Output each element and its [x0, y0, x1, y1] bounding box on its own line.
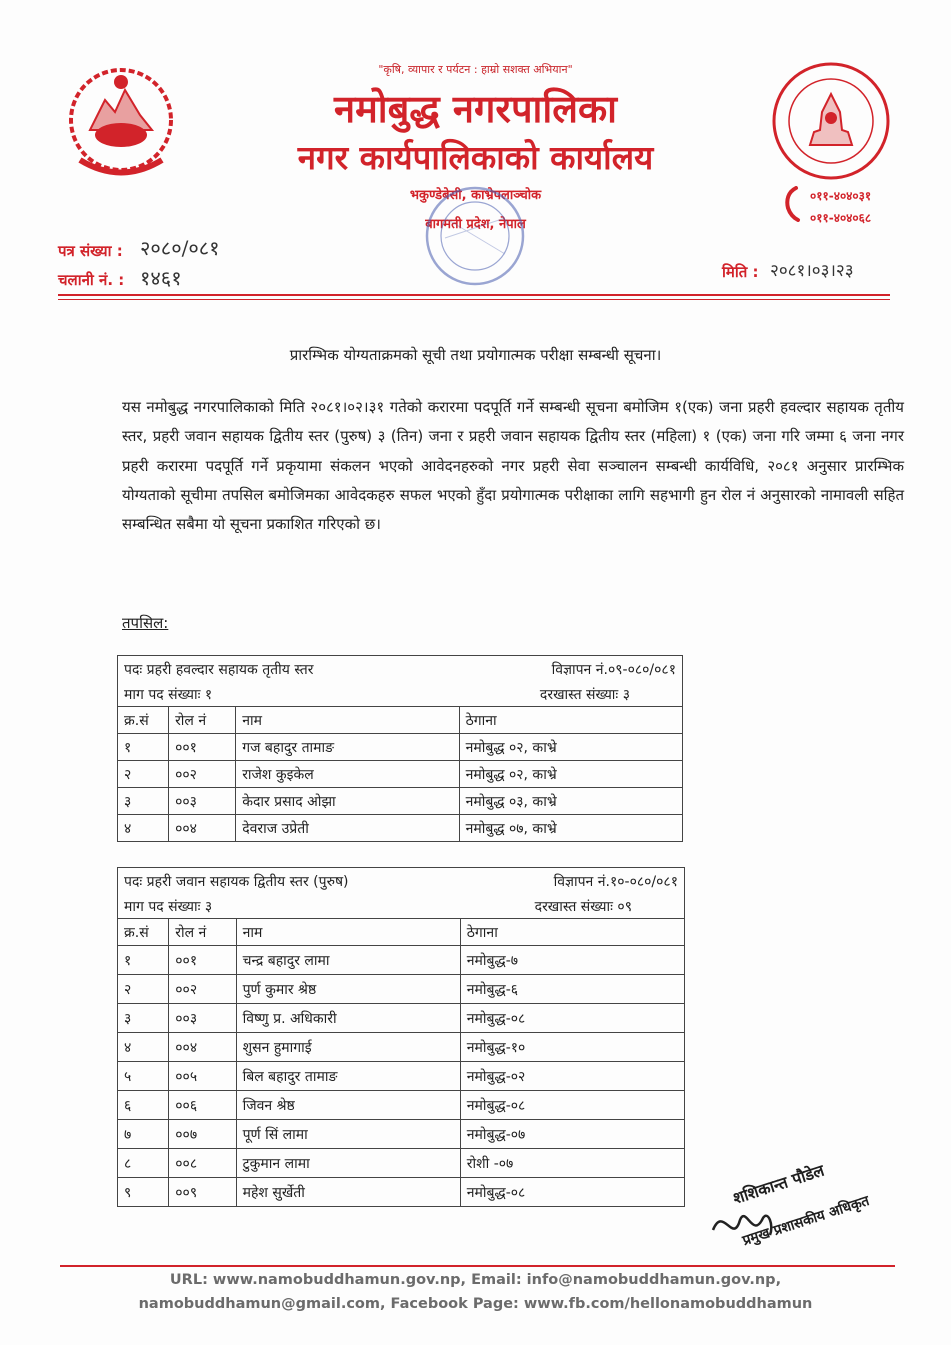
signatory-title: प्रमुख प्रशासकीय अधिकृत — [740, 1193, 872, 1250]
patra-value: २०८०/०८१ — [140, 236, 220, 260]
table-havaldar — [117, 655, 683, 842]
cell-address: नमोबुद्ध ०३, काभ्रे — [459, 788, 682, 815]
table1-applications: दरखास्त संख्याः ३ — [539, 686, 630, 703]
table2-subheader — [118, 894, 685, 919]
cell-roll: ००६ — [169, 1091, 236, 1120]
table1-post: पदः प्रहरी हवल्दार सहायक तृतीय स्तर — [124, 661, 314, 678]
cell-roll: ००७ — [169, 1120, 236, 1149]
cell-sn: २ — [118, 761, 169, 788]
cell-name: टुकुमान लामा — [236, 1149, 460, 1178]
cell-roll: ००८ — [169, 1149, 236, 1178]
chalani-label: चलानी नं. : — [58, 271, 125, 289]
col-name-header: नाम — [236, 707, 459, 734]
cell-roll: ००९ — [169, 1178, 236, 1207]
cell-name: देवराज उप्रेती — [236, 815, 459, 842]
municipality-title: नमोबुद्ध नगरपालिका — [333, 87, 618, 131]
cell-address: नमोबुद्ध-०७ — [460, 1120, 684, 1149]
phone-icon — [782, 186, 804, 222]
address-line1: भकुण्डेबेसी, काभ्रेपलाञ्चोक — [409, 188, 542, 203]
date-label: मिति : — [722, 263, 759, 281]
footer-divider — [60, 1265, 895, 1267]
cell-address: नमोबुद्ध-०८ — [460, 1004, 684, 1033]
cell-name: पूर्ण सिं लामा — [236, 1120, 460, 1149]
cell-roll: ००२ — [169, 975, 236, 1004]
cell-address: नमोबुद्ध-१० — [460, 1033, 684, 1062]
phone-number-1: ०११-४०४०३१ — [810, 189, 872, 203]
tapsil-label: तपसिल: — [122, 614, 169, 632]
cell-address: नमोबुद्ध-०२ — [460, 1062, 684, 1091]
col-sn-header: क्र.सं — [118, 707, 169, 734]
cell-address: नमोबुद्ध ०२, काभ्रे — [459, 734, 682, 761]
table-row — [118, 815, 683, 842]
cell-name: केदार प्रसाद ओझा — [236, 788, 459, 815]
patra-label: पत्र संख्या : — [58, 242, 123, 260]
table-row — [118, 734, 683, 761]
cell-name: शुसन हुमागाई — [236, 1033, 460, 1062]
municipality-seal-logo — [770, 60, 892, 182]
cell-name: महेश सुर्खेती — [236, 1178, 460, 1207]
table-row — [118, 788, 683, 815]
cell-address: नमोबुद्ध ०७, काभ्रे — [459, 815, 682, 842]
table-row — [118, 1149, 685, 1178]
table2-post: पदः प्रहरी जवान सहायक द्वितीय स्तर (पुरुष) — [124, 873, 349, 890]
cell-address: नमोबुद्ध-७ — [460, 946, 684, 975]
office-title: नगर कार्यपालिकाको कार्यालय — [297, 138, 654, 177]
date-value: २०८१।०३।२३ — [770, 261, 854, 281]
col-roll-header: रोल नं — [169, 707, 236, 734]
col-roll-header: रोल नं — [169, 919, 236, 946]
col-name-header: नाम — [236, 919, 460, 946]
signatory-name: शशिकान्त पौडेल — [730, 1160, 827, 1208]
table2-demand: माग पद संख्याः ३ — [124, 898, 213, 915]
table-jawan — [117, 867, 685, 1207]
cell-sn: ४ — [118, 1033, 169, 1062]
cell-sn: ४ — [118, 815, 169, 842]
table1-demand: माग पद संख्याः १ — [124, 686, 213, 703]
cell-roll: ००३ — [169, 1004, 236, 1033]
cell-sn: ९ — [118, 1178, 169, 1207]
cell-sn: ८ — [118, 1149, 169, 1178]
cell-name: बिल बहादुर तामाङ — [236, 1062, 460, 1091]
table1-header — [118, 656, 683, 683]
address-line2: बागमती प्रदेश, नेपाल — [425, 217, 526, 232]
footer-line1: URL: www.namobuddhamun.gov.np, Email: info@namobuddhamun.gov.np, — [169, 1272, 782, 1288]
cell-roll: ००१ — [169, 734, 236, 761]
cell-roll: ००४ — [169, 1033, 236, 1062]
table2-advert: विज्ञापन नं.१०-०८०/०८१ — [553, 873, 678, 890]
table1-advert: विज्ञापन नं.०९-०८०/०८१ — [551, 661, 676, 678]
cell-roll: ००३ — [169, 788, 236, 815]
cell-address: नमोबुद्ध-६ — [460, 975, 684, 1004]
cell-sn: ३ — [118, 788, 169, 815]
table-row — [118, 1178, 685, 1207]
table2-header — [118, 868, 685, 895]
table2-applications: दरखास्त संख्याः ०९ — [534, 898, 632, 915]
col-sn-header: क्र.सं — [118, 919, 169, 946]
table-row — [118, 761, 683, 788]
notice-subject: प्रारम्भिक योग्यताक्रमको सूची तथा प्रयोगात्मक परीक्षा सम्बन्धी सूचना। — [289, 346, 662, 364]
cell-name: राजेश कुइकेल — [236, 761, 459, 788]
cell-roll: ००५ — [169, 1062, 236, 1091]
cell-roll: ००२ — [169, 761, 236, 788]
col-address-header: ठेगाना — [459, 707, 682, 734]
cell-roll: ००४ — [169, 815, 236, 842]
cell-sn: ६ — [118, 1091, 169, 1120]
table-row — [118, 975, 685, 1004]
cell-address: नमोबुद्ध-०८ — [460, 1178, 684, 1207]
cell-sn: ५ — [118, 1062, 169, 1091]
cell-sn: २ — [118, 975, 169, 1004]
header-divider-thin — [58, 299, 890, 300]
phone-number-2: ०११-४०४०६८ — [810, 211, 872, 225]
col-address-header: ठेगाना — [460, 919, 684, 946]
table1-subheader — [118, 682, 683, 707]
cell-sn: १ — [118, 946, 169, 975]
cell-name: गज बहादुर तामाङ — [236, 734, 459, 761]
chalani-value: १४६१ — [140, 266, 182, 290]
table-row — [118, 1120, 685, 1149]
cell-sn: ७ — [118, 1120, 169, 1149]
cell-address: नमोबुद्ध ०२, काभ्रे — [459, 761, 682, 788]
table-row — [118, 1033, 685, 1062]
notice-body: यस नमोबुद्ध नगरपालिकाको मिति २०८१।०२।३१ गतेको करारमा पदपूर्ति गर्ने सम्बन्धी सूचना बमोजिम १(एक) जना प्रहरी हवल्दार सहायक तृतीय स्तर, प्रहरी जवान सहायक द्वितीय स्तर (पुरुष) ३ (तिन) जना र प्रहरी जवान सहायक द्वितीय स्तर (महिला) १ (एक) जना गरि जम्मा ६ जना नगर प्रहरी करारमा पदपूर्ति गर्ने प्रकृयामा संकलन भएको आवेदनहरुको नगर प्रहरी सेवा सञ्चालन सम्बन्धी कार्यविधि, २०८१ अनुसार प्रारम्भिक योग्यताको सूचीमा तपसिल बमोजिमका आवेदकहरु सफल भएको हुँदा प्रयोगात्मक परीक्षाका लागि सहभागी हुन रोल नं अनुसारको नामावली सहित सम्बन्धित सबैमा यो सूचना प्रकाशित गरिएको छ। — [122, 398, 904, 534]
table-row — [118, 946, 685, 975]
cell-name: पुर्ण कुमार श्रेष्ठ — [236, 975, 460, 1004]
footer-line2: namobuddhamun@gmail.com, Facebook Page: www.fb.com/hellonamobuddhamun — [138, 1296, 813, 1312]
cell-name: विष्णु प्र. अधिकारी — [236, 1004, 460, 1033]
cell-roll: ००१ — [169, 946, 236, 975]
cell-name: जिवन श्रेष्ठ — [236, 1091, 460, 1120]
table-row — [118, 1004, 685, 1033]
cell-sn: ३ — [118, 1004, 169, 1033]
table-row — [118, 1091, 685, 1120]
cell-name: चन्द्र बहादुर लामा — [236, 946, 460, 975]
slogan: "कृषि, व्यापार र पर्यटन : हाम्रो सशक्त अभियान" — [378, 63, 573, 76]
cell-sn: १ — [118, 734, 169, 761]
cell-address: नमोबुद्ध-०८ — [460, 1091, 684, 1120]
header-divider — [58, 294, 890, 296]
table-row — [118, 1062, 685, 1091]
office-stamp — [405, 178, 545, 300]
cell-address: रोशी -०७ — [460, 1149, 684, 1178]
